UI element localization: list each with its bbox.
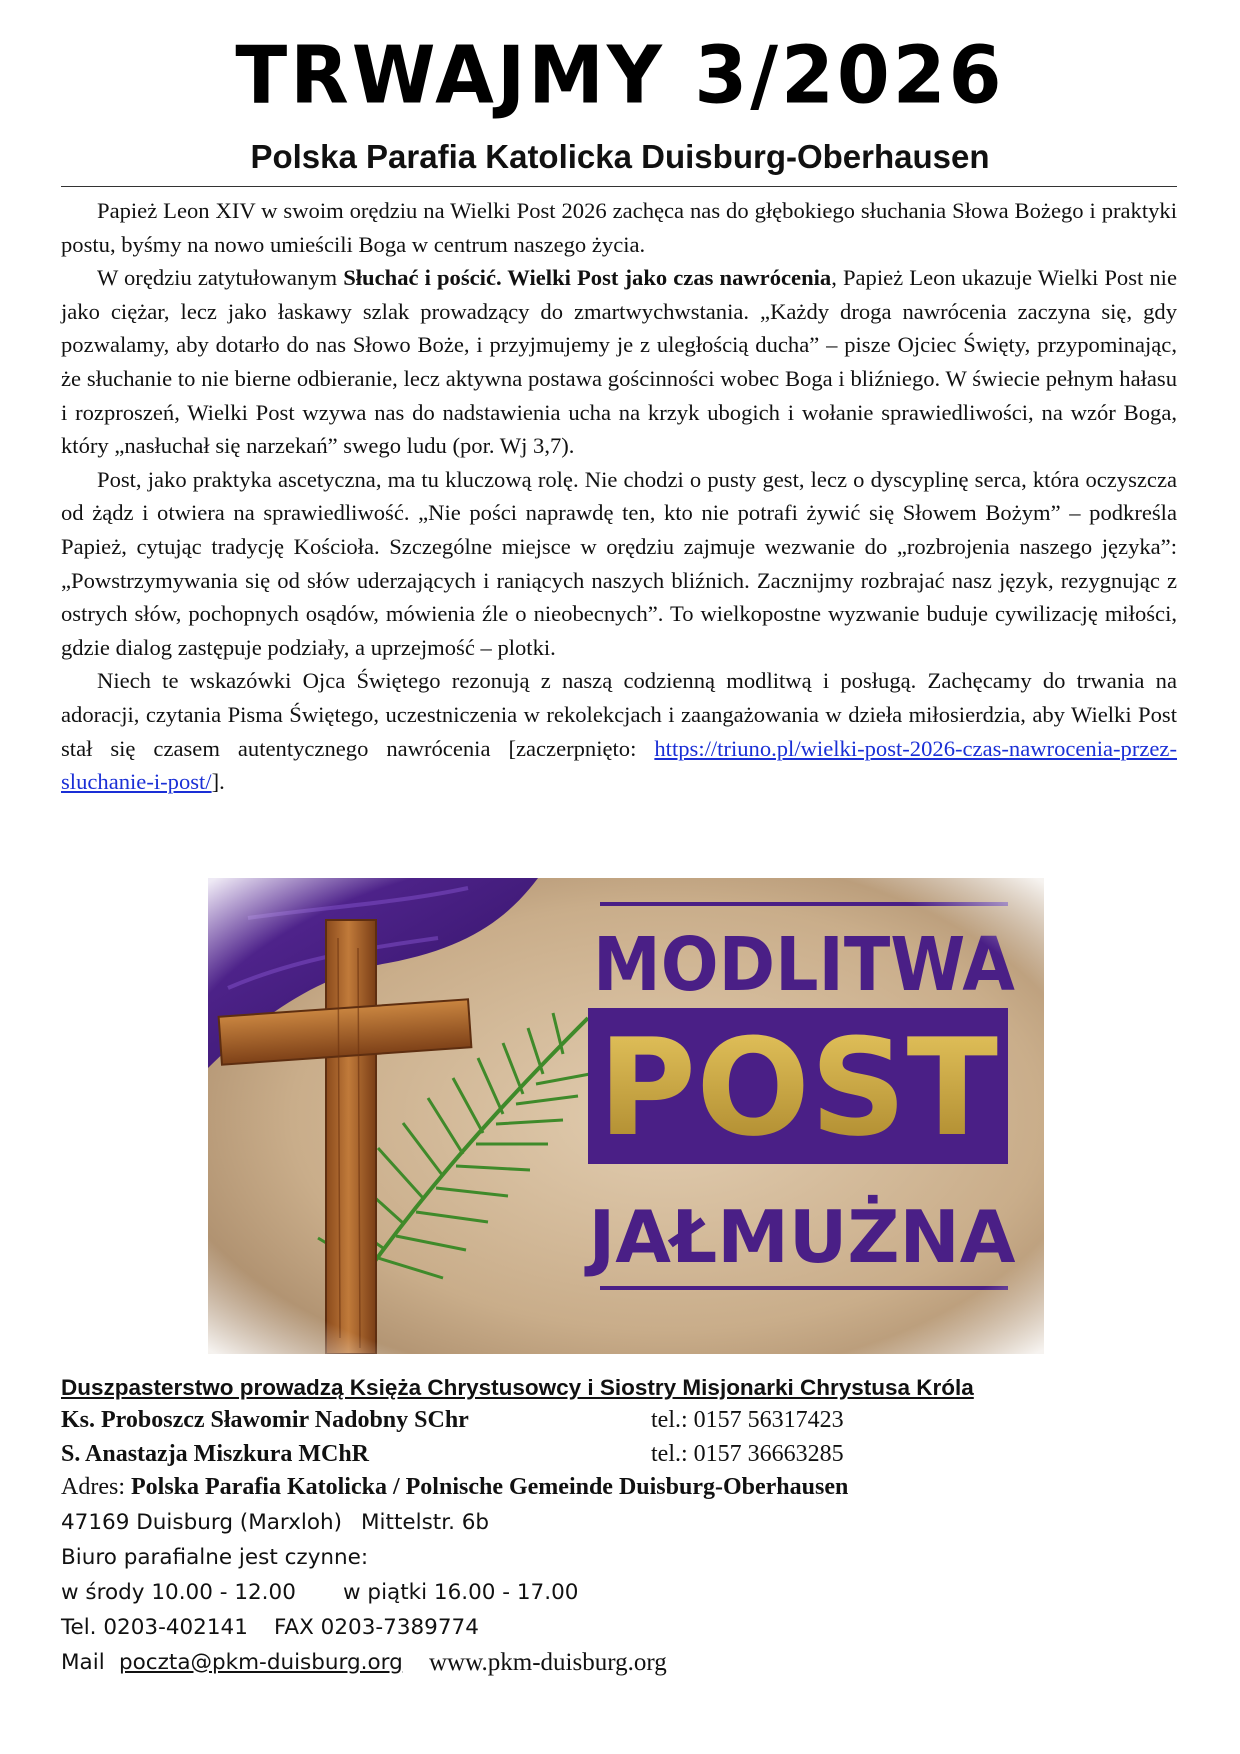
article-body bbox=[61, 194, 1177, 799]
pastor-row bbox=[61, 1404, 1177, 1438]
sister-name: S. Anastazja Miszkura MChR bbox=[61, 1440, 370, 1467]
header-divider bbox=[61, 186, 1177, 187]
message-title: Słuchać i pościć. Wielki Post jako czas nawrócenia bbox=[343, 265, 832, 291]
mail-label: Mail bbox=[61, 1649, 105, 1675]
parish-name: Polska Parafia Katolicka Duisburg-Oberhausen bbox=[250, 138, 990, 175]
hours-wednesday: w środy 10.00 - 12.00 bbox=[61, 1579, 296, 1605]
paragraph-4-end: ]. bbox=[211, 769, 225, 795]
sister-phone: tel.: 0157 36663285 bbox=[651, 1440, 844, 1467]
paragraph-4-text: Niech te wskazówki Ojca Świętego rezonują z naszą codzienną modlitwą i posługą. Zachęcamy do trwania na adoracji, czytania Pisma Świętego, uczestniczenia w rekolekcjach i zaangażowania w dzieła miłosierdzia, aby Wielki Post stał się czasem autentycznego nawrócenia [zaczerpnięto: bbox=[61, 668, 1177, 761]
pastor-phone: tel.: 0157 56317423 bbox=[651, 1407, 844, 1433]
office-intro: Biuro parafialne jest czynne: bbox=[61, 1544, 369, 1570]
phone-fax-row bbox=[61, 1610, 1177, 1645]
contact-footer bbox=[61, 1372, 1177, 1680]
hours-friday: w piątki 16.00 - 17.00 bbox=[343, 1579, 579, 1605]
lent-poster-image bbox=[208, 878, 1044, 1354]
source-link[interactable]: https://triuno.pl/wielki-post-2026-czas-nawrocenia-przez-sluchanie-i-post/ bbox=[61, 735, 1177, 795]
website-link[interactable]: www.pkm-duisburg.org bbox=[429, 1648, 667, 1676]
sister-row bbox=[61, 1438, 1177, 1472]
paragraph-2 bbox=[61, 261, 1177, 463]
office-fax: FAX 0203-7389774 bbox=[274, 1614, 479, 1640]
paragraph-2-intro: W orędziu zatytułowanym bbox=[97, 265, 344, 291]
city: 47169 Duisburg (Marxloh) bbox=[61, 1509, 343, 1535]
paragraph-1: Papież Leon XIV w swoim orędziu na Wielki Post 2026 zachęca nas do głębokiego słuchania Słowa Bożego i praktyki postu, byśmy na nowo umieścili Boga w centrum naszego życia. bbox=[61, 198, 1177, 257]
address-label: Adres: bbox=[61, 1474, 131, 1500]
paragraph-3: Post, jako praktyka ascetyczna, ma tu kluczową rolę. Nie chodzi o pusty gest, lecz o dyscyplinę serca, która oczyszcza od żądz i otwiera na sprawiedliwość. „Nie pości naprawdę ten, kto nie potrafi żywić się Słowem Bożym” – podkreśla Papież, cytując tradycję Kościoła. Szczególne miejsce w orędziu zajmuje wezwanie do „rozbrojenia naszego języka”: „Powstrzymywania się od słów uderzających i raniących naszych bliźnich. Zacznijmy rozbrajać nasz język, rezygnując z ostrych słów, pochopnych osądów, mówienia źle o nieobecnych”. To wielkopostne wyzwanie buduje cywilizację miłości, gdzie dialog zastępuje podziały, a uprzejmość – plotki. bbox=[61, 466, 1177, 660]
paragraph-4 bbox=[61, 664, 1177, 798]
address-parish-name: Polska Parafia Katolicka / Polnische Gemeinde Duisburg-Oberhausen bbox=[130, 1474, 849, 1500]
pastor-name: Ks. Proboszcz Sławomir Nadobny SChr bbox=[61, 1407, 469, 1433]
email-link[interactable]: poczta@pkm-duisburg.org bbox=[119, 1649, 403, 1675]
office-hours-row bbox=[61, 1575, 1177, 1610]
mail-row bbox=[61, 1645, 1177, 1680]
city-row bbox=[61, 1505, 1177, 1540]
office-phone: Tel. 0203-402141 bbox=[61, 1614, 248, 1640]
newsletter-title: TRWAJMY 3/2026 bbox=[235, 27, 1005, 122]
paragraph-2-text: , Papież Leon ukazuje Wielki Post nie jako ciężar, lecz jako łaskawy szlak prowadzący do zmartwychwstania. „Każdy droga nawrócenia zaczyna się, gdy pozwalamy, aby dotarło do nas Słowo Boże, i przyjmujemy je z uległością ducha” – pisze Ojciec Święty, przypominając, że słuchanie to nie bierne odbieranie, lecz aktywna postawa gościnności wobec Boga i bliźniego. W świecie pełnym hałasu i rozproszeń, Wielki Post wzywa nas do nadstawienia ucha na krzyk ubogich i wołanie sprawiedliwości, na wzór Boga, który „nasłuchał się narzekań” swego ludu (por. Wj 3,7). bbox=[61, 265, 1177, 459]
street: Mittelstr. 6b bbox=[361, 1509, 490, 1535]
ministry-heading: Duszpasterstwo prowadzą Księża Chrystusowcy i Siostry Misjonarki Chrystusa Króla bbox=[61, 1375, 974, 1400]
address-row bbox=[61, 1471, 1177, 1505]
